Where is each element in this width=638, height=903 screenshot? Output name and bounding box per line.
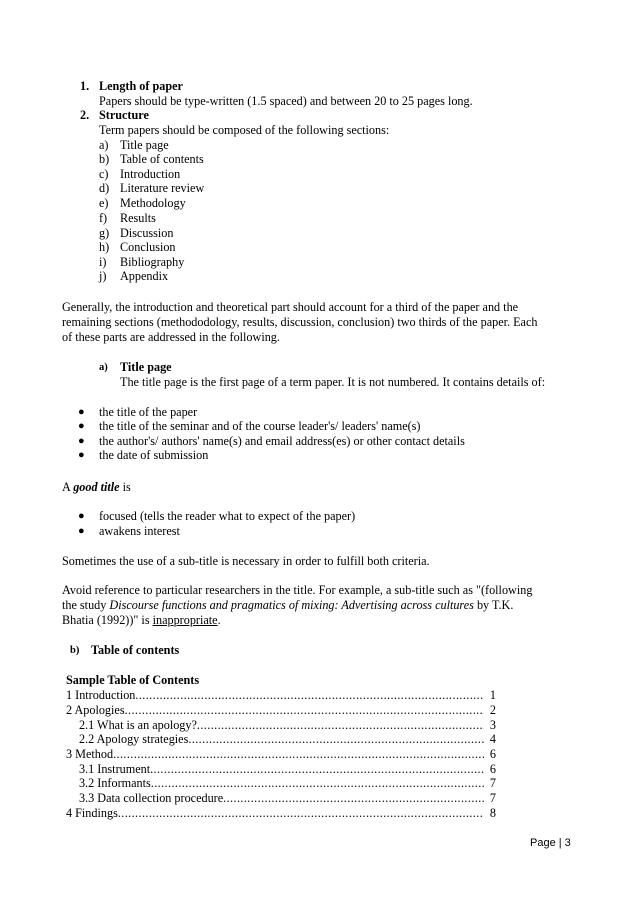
sample-toc-title: Sample Table of Contents bbox=[66, 673, 200, 687]
good-title-prefix: A bbox=[62, 480, 74, 494]
bullet-icon: ● bbox=[78, 510, 85, 522]
toc-row bbox=[79, 791, 496, 806]
toc-label: 3.3 Data collection procedure bbox=[79, 791, 224, 805]
toc-page: 6 bbox=[489, 762, 496, 776]
toc-row bbox=[66, 806, 496, 821]
section-item: Introduction bbox=[120, 167, 181, 181]
toc-page: 3 bbox=[489, 718, 496, 732]
bullet-icon: ● bbox=[78, 449, 85, 461]
section-letter: d) bbox=[99, 181, 110, 195]
paragraph-line: remaining sections (methododology, results, discussion, conclusion) two thirds of the paper. Each bbox=[62, 315, 538, 329]
bullet-item: awakens interest bbox=[99, 524, 180, 538]
bullet-item: focused (tells the reader what to expect of the paper) bbox=[99, 509, 356, 523]
toc-page: 6 bbox=[489, 747, 496, 761]
inappropriate-word: inappropriate bbox=[152, 613, 218, 627]
toc-row bbox=[66, 688, 496, 703]
length-text: Papers should be type-written (1.5 spaced) and between 20 to 25 pages long. bbox=[99, 94, 473, 108]
study-title: Discourse functions and pragmatics of mixing: Advertising across cultures bbox=[109, 598, 474, 612]
paragraph-line bbox=[62, 613, 221, 628]
section-item: Title page bbox=[120, 138, 169, 152]
para3-suffix: . bbox=[217, 613, 221, 627]
section-item: Appendix bbox=[120, 269, 169, 283]
toc-label: 3.2 Informants bbox=[79, 776, 151, 790]
toc-row bbox=[79, 732, 496, 747]
toc-page: 1 bbox=[489, 688, 496, 702]
paragraph-line bbox=[62, 598, 513, 613]
toc-row bbox=[79, 762, 496, 777]
section-letter: i) bbox=[99, 255, 107, 269]
good-title-suffix: is bbox=[119, 480, 131, 494]
title-page-text: The title page is the first page of a term paper. It is not numbered. It contains details of: bbox=[120, 375, 546, 389]
section-item: Results bbox=[120, 211, 156, 225]
para3-prefix: the study bbox=[62, 598, 110, 612]
toc-page: 7 bbox=[489, 776, 496, 790]
toc-label: 1 Introduction bbox=[66, 688, 136, 702]
paragraph-line: of these parts are addressed in the following. bbox=[62, 330, 280, 344]
toc-row bbox=[79, 776, 496, 791]
structure-text: Term papers should be composed of the following sections: bbox=[99, 123, 390, 137]
section-item: Conclusion bbox=[120, 240, 176, 254]
section-item: Table of contents bbox=[120, 152, 204, 166]
toc-label: 3 Method bbox=[66, 747, 114, 761]
toc-row bbox=[66, 747, 496, 762]
para3-suffix: by T.K. bbox=[473, 598, 514, 612]
section-letter: h) bbox=[99, 240, 110, 254]
bullet-item: the title of the paper bbox=[99, 405, 198, 419]
section-letter: f) bbox=[99, 211, 108, 225]
list-number-2: 2. bbox=[80, 108, 90, 122]
good-title-line bbox=[62, 480, 131, 495]
heading-structure: Structure bbox=[99, 108, 149, 122]
good-title-emphasis: good title bbox=[73, 480, 120, 494]
toc-page: 4 bbox=[489, 732, 496, 746]
section-letter: b) bbox=[99, 152, 110, 166]
toc-page: 7 bbox=[489, 791, 496, 805]
heading-title-page: Title page bbox=[120, 360, 172, 374]
toc-label: 2.1 What is an apology? bbox=[79, 718, 197, 732]
heading-table-of-contents: Table of contents bbox=[91, 643, 180, 657]
bullet-icon: ● bbox=[78, 406, 85, 418]
page-number: Page | 3 bbox=[530, 837, 571, 849]
para3-prefix: Bhatia (1992))" is bbox=[62, 613, 153, 627]
toc-section-letter: b) bbox=[70, 645, 80, 656]
bullet-icon: ● bbox=[78, 420, 85, 432]
paragraph-line: Avoid reference to particular researchers in the title. For example, a sub-title such as "(following bbox=[62, 583, 533, 597]
section-letter: e) bbox=[99, 196, 109, 210]
bullet-icon: ● bbox=[78, 435, 85, 447]
toc-page: 8 bbox=[489, 806, 496, 820]
bullet-item: the title of the seminar and of the course leader's/ leaders' name(s) bbox=[99, 419, 421, 433]
section-letter: a) bbox=[99, 138, 109, 152]
heading-length-of-paper: Length of paper bbox=[99, 79, 183, 93]
section-letter: c) bbox=[99, 167, 109, 181]
section-letter: g) bbox=[99, 226, 110, 240]
toc-label: 3.1 Instrument bbox=[79, 762, 151, 776]
section-item: Discussion bbox=[120, 226, 174, 240]
toc-page: 2 bbox=[489, 703, 496, 717]
toc-label: 2.2 Apology strategies bbox=[79, 732, 189, 746]
section-item: Bibliography bbox=[120, 255, 185, 269]
bullet-item: the date of submission bbox=[99, 448, 209, 462]
section-item: Literature review bbox=[120, 181, 205, 195]
toc-row bbox=[79, 718, 496, 733]
toc-label: 4 Findings bbox=[66, 806, 118, 820]
paragraph-line: Sometimes the use of a sub-title is necessary in order to fulfill both criteria. bbox=[62, 554, 430, 568]
section-item: Methodology bbox=[120, 196, 186, 210]
toc-label: 2 Apologies bbox=[66, 703, 125, 717]
paragraph-line: Generally, the introduction and theoretical part should account for a third of the paper and the bbox=[62, 300, 519, 314]
bullet-icon: ● bbox=[78, 525, 85, 537]
title-page-letter: a) bbox=[99, 362, 108, 373]
bullet-item: the author's/ authors' name(s) and email address(es) or other contact details bbox=[99, 434, 465, 448]
section-letter: j) bbox=[99, 269, 107, 283]
toc-row bbox=[66, 703, 496, 718]
list-number-1: 1. bbox=[80, 79, 90, 93]
